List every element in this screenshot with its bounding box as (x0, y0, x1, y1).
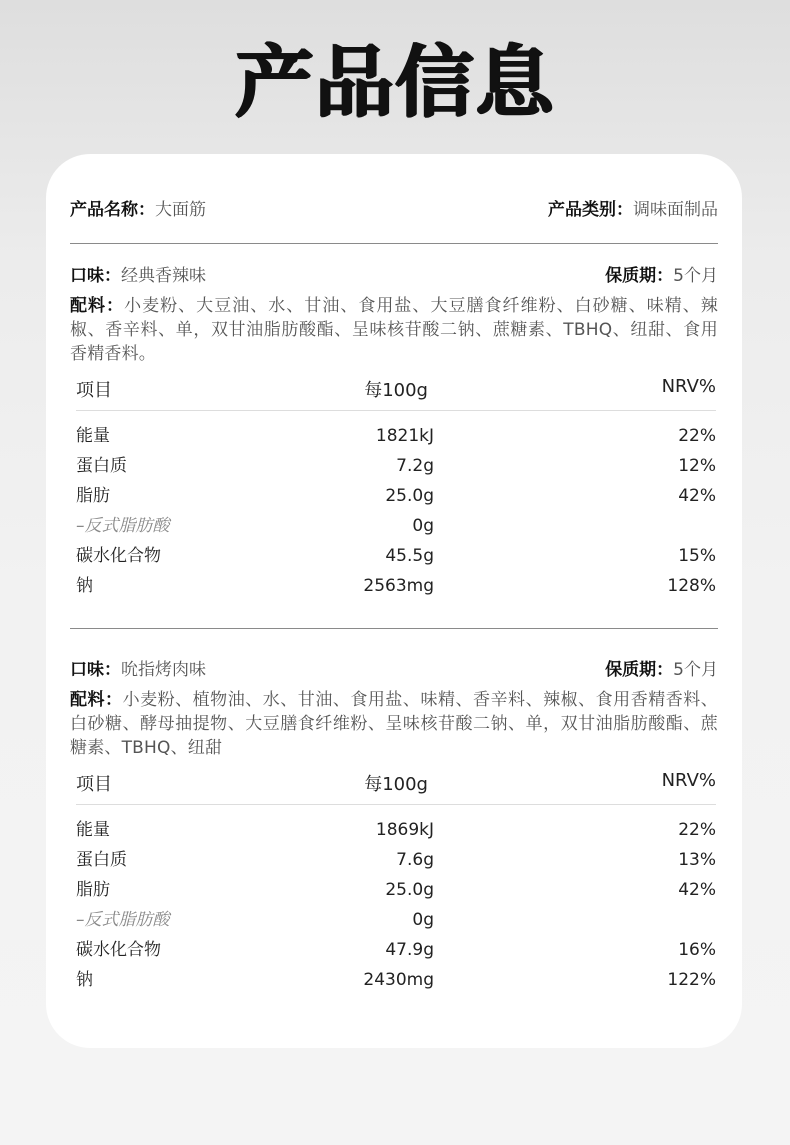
row-per100g: 1869kJ (375, 820, 434, 840)
row-per100g: 0g (412, 516, 434, 536)
header-nrv: NRV% (661, 376, 716, 397)
nutrition-header (76, 376, 716, 406)
flavor-row-2 (70, 658, 718, 682)
header-per100g: 每100g (364, 774, 428, 795)
row-per100g: 0g (412, 910, 434, 930)
row-item: 钠 (76, 970, 93, 990)
header-item: 项目 (76, 380, 112, 401)
row-nrv: 128% (667, 576, 716, 596)
row-item: 钠 (76, 576, 93, 596)
row-nrv: 13% (678, 850, 716, 870)
row-nrv: 12% (678, 456, 716, 476)
product-info-card (46, 154, 742, 1048)
table-row (76, 481, 716, 511)
nutrition-table-1 (76, 376, 716, 596)
table-row (76, 935, 716, 965)
header-nrv: NRV% (661, 770, 716, 791)
row-per100g: 2563mg (363, 576, 434, 596)
row-nrv: 22% (678, 426, 716, 446)
table-row (76, 845, 716, 875)
page-title: 产品信息 (234, 38, 555, 128)
row-nrv: 15% (678, 546, 716, 566)
table-row (76, 421, 716, 451)
row-per100g: 47.9g (385, 940, 434, 960)
table-row (76, 815, 716, 845)
header-per100g: 每100g (364, 380, 428, 401)
row-item: –反式脂肪酸 (76, 516, 170, 536)
shelf-life-label: 保质期： (605, 266, 674, 286)
shelf-life-value: 5个月 (673, 266, 718, 286)
product-name-label: 产品名称： (70, 200, 155, 220)
nutrition-header (76, 770, 716, 800)
row-item: 脂肪 (76, 486, 110, 506)
row-item: 碳水化合物 (76, 940, 161, 960)
table-row (76, 905, 716, 935)
row-per100g: 2430mg (363, 970, 434, 990)
flavor-label: 口味： (70, 266, 121, 286)
row-per100g: 25.0g (385, 880, 434, 900)
shelf-life-value: 5个月 (673, 660, 718, 680)
nutrition-table-2 (76, 770, 716, 990)
ingredients-value: 小麦粉、大豆油、水、甘油、食用盐、大豆膳食纤维粉、白砂糖、味精、辣椒、香辛料、单，双甘油脂肪酸酯、呈味核苷酸二钠、蔗糖素、TBHQ、纽甜、食用香精香料。 (70, 296, 718, 364)
row-per100g: 45.5g (385, 546, 434, 566)
table-divider (76, 410, 716, 411)
row-nrv: 122% (667, 970, 716, 990)
product-category-value: 调味面制品 (633, 200, 718, 220)
header-item: 项目 (76, 774, 112, 795)
table-row (76, 875, 716, 905)
table-row (76, 965, 716, 995)
table-divider (76, 804, 716, 805)
ingredients-2 (70, 688, 718, 760)
table-row (76, 511, 716, 541)
row-item: 脂肪 (76, 880, 110, 900)
row-item: 能量 (76, 426, 110, 446)
row-item: –反式脂肪酸 (76, 910, 170, 930)
row-per100g: 7.2g (396, 456, 434, 476)
row-item: 蛋白质 (76, 850, 127, 870)
row-per100g: 25.0g (385, 486, 434, 506)
flavor-row-1 (70, 264, 718, 288)
product-name-value: 大面筋 (155, 200, 206, 220)
divider (70, 243, 718, 244)
table-row (76, 541, 716, 571)
ingredients-label: 配料： (70, 296, 125, 316)
row-item: 蛋白质 (76, 456, 127, 476)
ingredients-value: 小麦粉、植物油、水、甘油、食用盐、味精、香辛料、辣椒、食用香精香料、白砂糖、酵母抽提物、大豆膳食纤维粉、呈味核苷酸二钠、单，双甘油脂肪酸酯、蔗糖素、TBHQ、纽甜 (70, 690, 718, 758)
divider (70, 628, 718, 629)
row-item: 碳水化合物 (76, 546, 161, 566)
row-per100g: 7.6g (396, 850, 434, 870)
product-header-row (70, 198, 718, 222)
row-item: 能量 (76, 820, 110, 840)
row-per100g: 1821kJ (375, 426, 434, 446)
product-category-label: 产品类别： (548, 200, 633, 220)
flavor-value: 吮指烤肉味 (121, 660, 206, 680)
ingredients-1 (70, 294, 718, 366)
table-row (76, 571, 716, 601)
table-row (76, 451, 716, 481)
row-nrv: 16% (678, 940, 716, 960)
flavor-value: 经典香辣味 (121, 266, 206, 286)
row-nrv: 22% (678, 820, 716, 840)
shelf-life-label: 保质期： (605, 660, 674, 680)
row-nrv: 42% (678, 486, 716, 506)
row-nrv: 42% (678, 880, 716, 900)
flavor-label: 口味： (70, 660, 121, 680)
ingredients-label: 配料： (70, 690, 123, 710)
